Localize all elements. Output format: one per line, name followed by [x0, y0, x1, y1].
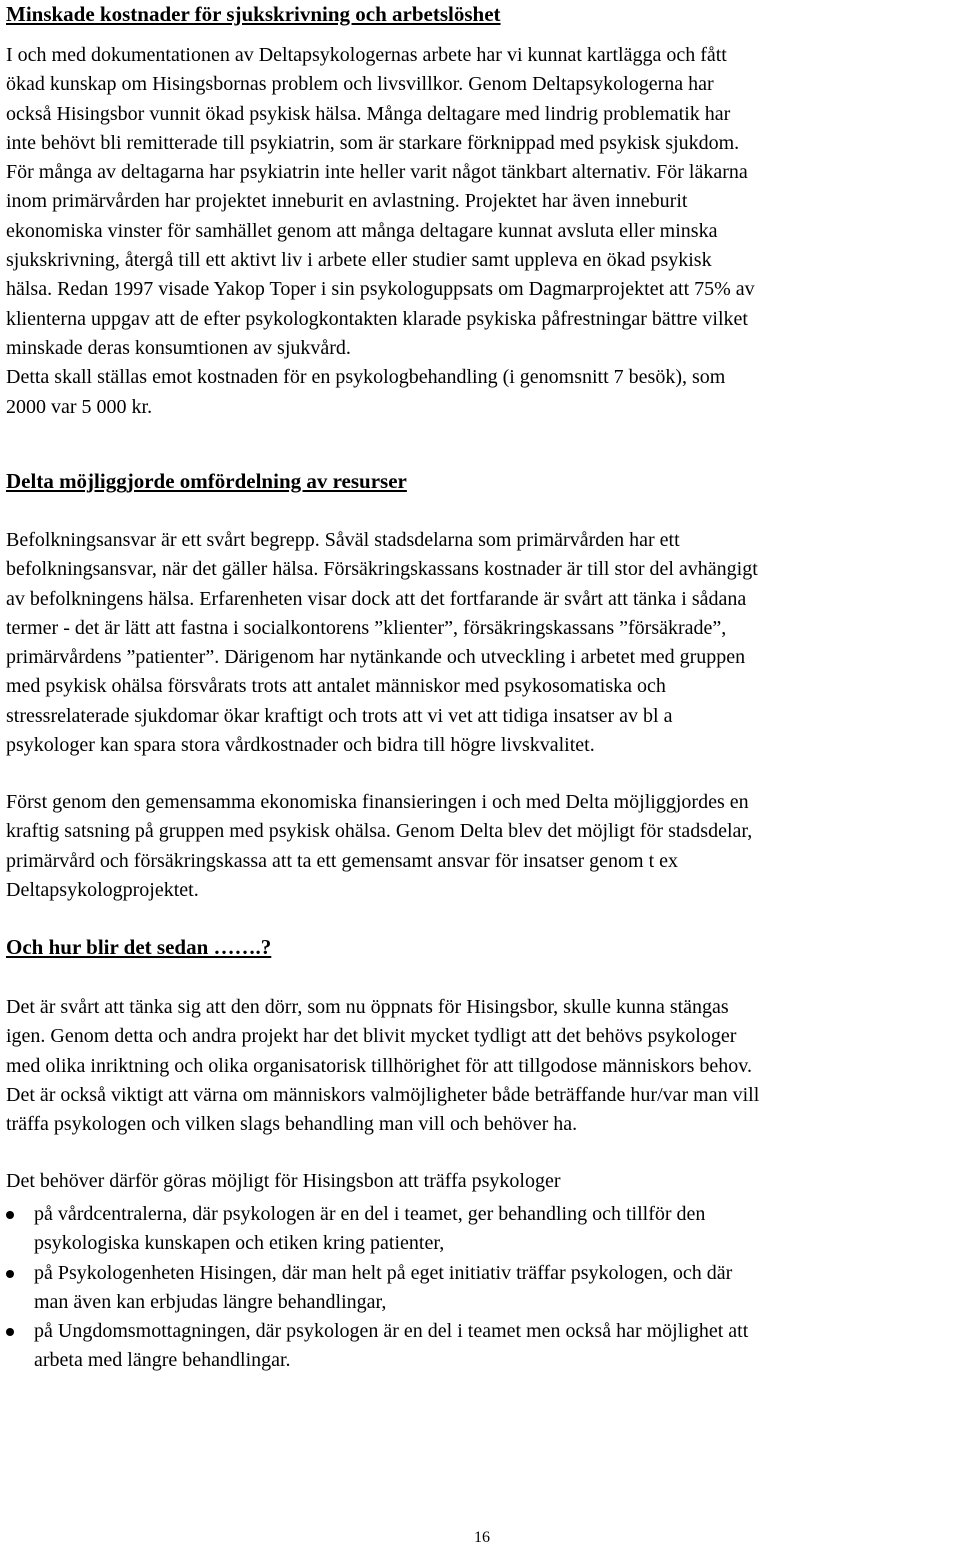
section-heading-future: Och hur blir det sedan …….? [6, 935, 272, 959]
list-item [6, 1200, 748, 1259]
text-line: inte behövt bli remitterade till psykiatrin, som är starkare förknippad med psykisk sjukdom. [6, 131, 740, 154]
text-line: träffa psykologen och vilken slags behandling man vill och behöver ha. [6, 1113, 578, 1136]
text-line: 2000 var 5 000 kr. [6, 395, 153, 418]
text-line: ökad kunskap om Hisingsbornas problem och livsvillkor. Genom Deltapsykologerna har [6, 73, 714, 96]
text-line: psykologer kan spara stora vårdkostnader och bidra till högre livskvalitet. [6, 734, 595, 757]
text-line: Det är svårt att tänka sig att den dörr, som nu öppnats för Hisingsbor, skulle kunna stängas [6, 996, 729, 1018]
bullet-icon [6, 1211, 14, 1219]
text-line: I och med dokumentationen av Deltapsykologernas arbete har vi kunnat kartlägga och fått [6, 44, 727, 66]
text-line: För många av deltagarna har psykiatrin inte heller varit något tänkbart alternativ. För läkarna [6, 161, 748, 184]
text-line: klienterna uppgav att de efter psykologkontakten klarade psykiska påfrestningar bättre vilket [6, 307, 748, 330]
text-line: arbeta med längre behandlingar. [34, 1349, 291, 1372]
text-line: befolkningsansvar, när det gäller hälsa. Försäkringskassans kostnader är till stor del avhängigt [6, 558, 758, 581]
text-line: hälsa. Redan 1997 visade Yakop Toper i sin psykologuppsats om Dagmarprojektet att 75% av [6, 278, 755, 301]
text-line: med olika inriktning och olika organisatorisk tillhörighet för att tillgodose människors behov. [6, 1054, 752, 1077]
text-line: Det behöver därför göras möjligt för Hisingsbon att träffa psykologer [6, 1170, 561, 1192]
section-heading-resources: Delta möjliggjorde omfördelning av resurser [6, 469, 407, 493]
section-heading-costs: Minskade kostnader för sjukskrivning och arbetslöshet [6, 2, 501, 26]
text-line: Deltapsykologprojektet. [6, 878, 199, 901]
paragraph-future [6, 993, 759, 1139]
text-line: kraftig satsning på gruppen med psykisk ohälsa. Genom Delta blev det möjligt för stadsdelar, [6, 820, 753, 843]
text-line: igen. Genom detta och andra projekt har det blivit mycket tydligt att det behövs psykologer [6, 1025, 737, 1048]
text-line: sjukskrivning, återgå till ett aktivt liv i arbete eller studier samt uppleva en ökad psykisk [6, 249, 712, 272]
text-line: på vårdcentralerna, där psykologen är en del i teamet, ger behandling och tillför den [34, 1203, 706, 1225]
text-line: av befolkningens hälsa. Erfarenheten visar dock att det fortfarande är svårt att tänka i sådana [6, 587, 747, 610]
text-line: Befolkningsansvar är ett svårt begrepp. Såväl stadsdelarna som primärvården har ett [6, 529, 680, 551]
bullet-intro [6, 1167, 561, 1196]
text-line: man även kan erbjudas längre behandlingar, [34, 1290, 387, 1313]
list-item [6, 1317, 748, 1376]
bullet-list [6, 1200, 748, 1376]
text-line: Detta skall ställas emot kostnaden för en psykologbehandling (i genomsnitt 7 besök), som [6, 366, 726, 389]
text-line: primärvårdens ”patienter”. Därigenom har nytänkande och utveckling i arbetet med gruppen [6, 646, 746, 669]
list-item [6, 1259, 748, 1318]
text-line: primärvård och försäkringskassa att ta ett gemensamt ansvar för insatser genom t ex [6, 849, 679, 872]
paragraph-delta-financing [6, 788, 752, 905]
text-line: inom primärvården har projektet inneburit en avlastning. Projektet har även inneburit [6, 190, 688, 213]
text-line: Det är också viktigt att värna om människors valmöjligheter både beträffande hur/var man vill [6, 1083, 760, 1106]
text-line: psykologiska kunskapen och etiken kring patienter, [34, 1232, 445, 1255]
text-line: på Ungdomsmottagningen, där psykologen är en del i teamet men också har möjlighet att [34, 1320, 749, 1343]
text-line: ekonomiska vinster för samhället genom att många deltagare kunnat avsluta eller minska [6, 219, 718, 242]
text-line: stressrelaterade sjukdomar ökar kraftigt och trots att vi vet att tidiga insatser av bl a [6, 704, 673, 727]
text-line: minskade deras konsumtionen av sjukvård. [6, 336, 351, 359]
bullet-icon [6, 1270, 14, 1278]
text-line: på Psykologenheten Hisingen, där man helt på eget initiativ träffar psykologen, och där [34, 1261, 733, 1284]
page-number: 16 [474, 1529, 490, 1546]
text-line: med psykisk ohälsa försvårats trots att antalet människor med psykosomatiska och [6, 675, 666, 698]
text-line: också Hisingsbor vunnit ökad psykisk hälsa. Många deltagare med lindrig problematik har [6, 102, 731, 125]
paragraph-population-responsibility [6, 526, 758, 760]
bullet-icon [6, 1328, 14, 1336]
text-line: termer - det är lätt att fastna i socialkontorens ”klienter”, försäkringskassans ”försäkrade”, [6, 616, 727, 639]
text-line: Först genom den gemensamma ekonomiska finansieringen i och med Delta möjliggjordes en [6, 791, 749, 813]
paragraph-costs [6, 41, 755, 422]
